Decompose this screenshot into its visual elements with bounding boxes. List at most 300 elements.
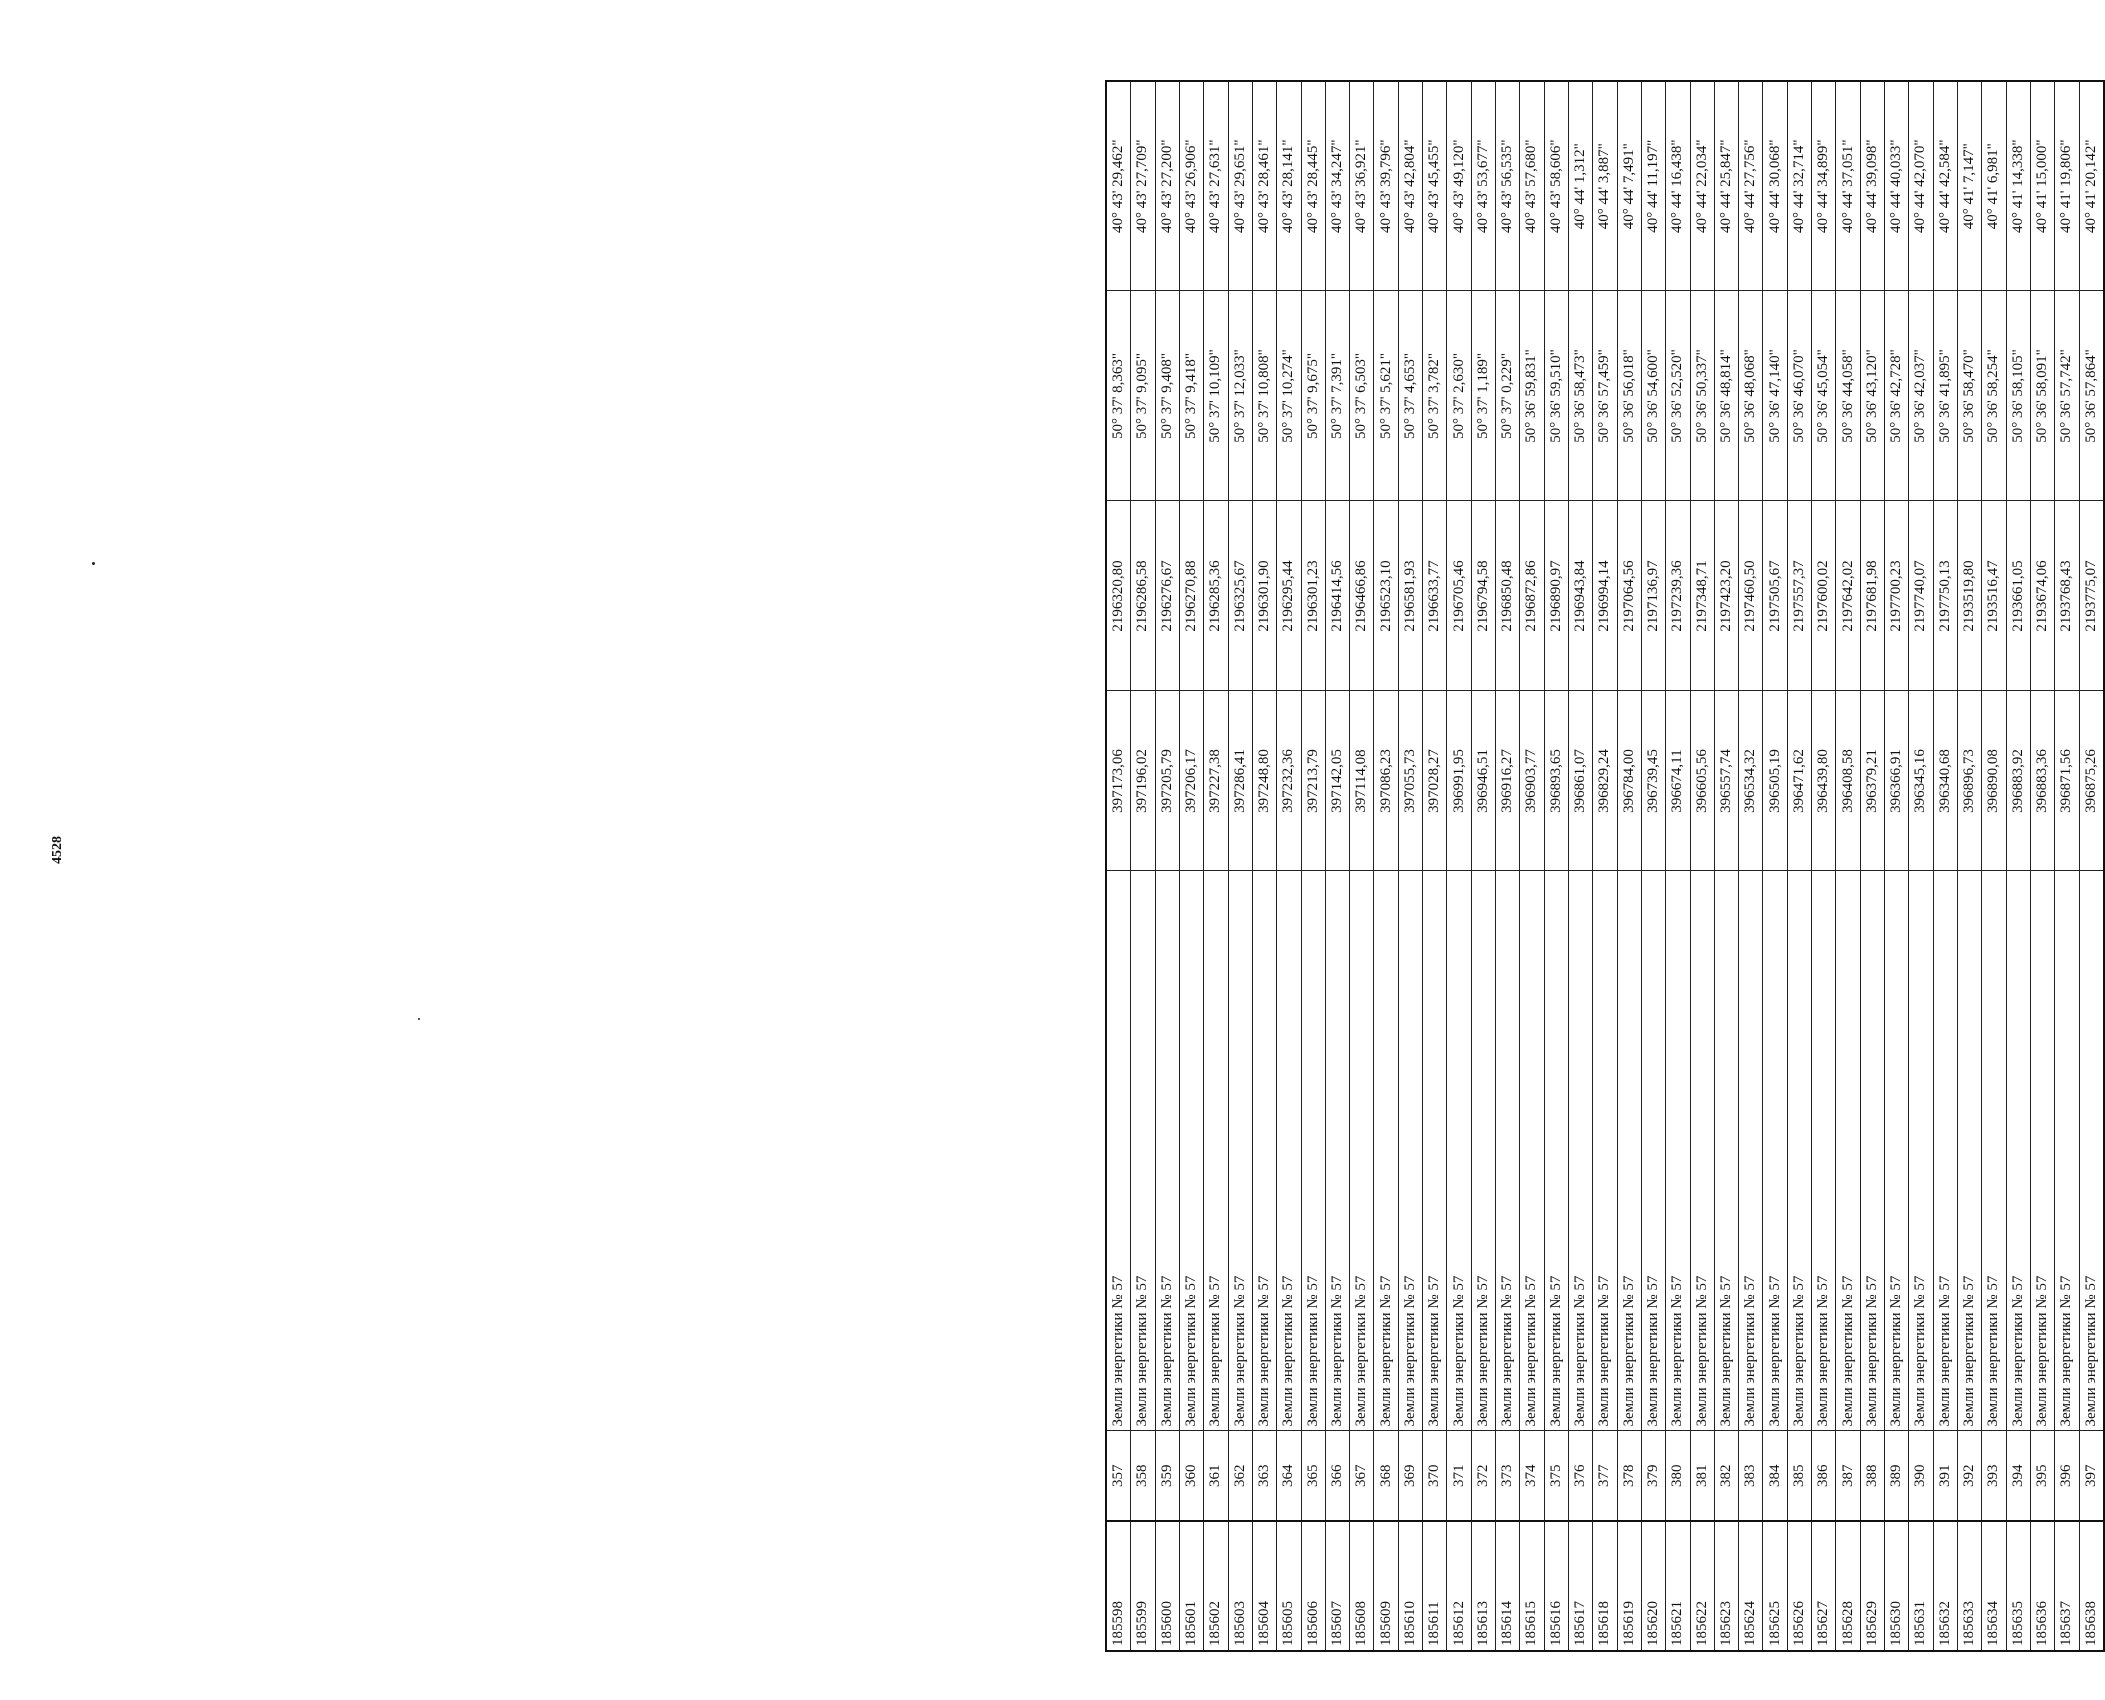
longitude-cell: 40° 44' 1,312" [1568, 81, 1592, 291]
point-id-cell: 185619 [1617, 1521, 1641, 1651]
land-category-cell: Земли энергетики № 57 [2006, 871, 2030, 1431]
land-category-cell: Земли энергетики № 57 [1933, 871, 1957, 1431]
y-coordinate-cell: 2193516,47 [1982, 501, 2006, 691]
point-id-cell: 185624 [1739, 1521, 1763, 1651]
point-id-cell: 185630 [1885, 1521, 1909, 1651]
point-id-cell: 185634 [1982, 1521, 2006, 1651]
table-row [1544, 81, 1568, 1651]
latitude-cell: 50° 36' 58,254" [1982, 291, 2006, 501]
x-coordinate-cell: 396890,08 [1982, 691, 2006, 871]
x-coordinate-cell: 396345,16 [1909, 691, 1933, 871]
longitude-cell: 40° 44' 7,491" [1617, 81, 1641, 291]
point-number-cell: 359 [1155, 1431, 1179, 1521]
point-number-cell: 365 [1301, 1431, 1325, 1521]
latitude-cell: 50° 37' 1,189" [1471, 291, 1495, 501]
point-number-cell: 388 [1860, 1431, 1884, 1521]
land-category-cell: Земли энергетики № 57 [1690, 871, 1714, 1431]
x-coordinate-cell: 397205,79 [1155, 691, 1179, 871]
table-row [1301, 81, 1325, 1651]
x-coordinate-cell: 396379,21 [1860, 691, 1884, 871]
point-id-cell: 185621 [1666, 1521, 1690, 1651]
point-number-cell: 382 [1714, 1431, 1738, 1521]
y-coordinate-cell: 2197740,07 [1909, 501, 1933, 691]
point-number-cell: 381 [1690, 1431, 1714, 1521]
latitude-cell: 50° 37' 5,621" [1374, 291, 1398, 501]
point-id-cell: 185607 [1325, 1521, 1349, 1651]
land-category-cell: Земли энергетики № 57 [1447, 871, 1471, 1431]
latitude-cell: 50° 37' 3,782" [1423, 291, 1447, 501]
table-row [1885, 81, 1909, 1651]
land-category-cell: Земли энергетики № 57 [1836, 871, 1860, 1431]
point-id-cell: 185612 [1447, 1521, 1471, 1651]
point-id-cell: 185603 [1228, 1521, 1252, 1651]
latitude-cell: 50° 36' 57,459" [1593, 291, 1617, 501]
y-coordinate-cell: 2197700,23 [1885, 501, 1909, 691]
x-coordinate-cell: 396534,32 [1739, 691, 1763, 871]
x-coordinate-cell: 397114,08 [1350, 691, 1374, 871]
x-coordinate-cell: 396739,45 [1641, 691, 1665, 871]
point-number-cell: 391 [1933, 1431, 1957, 1521]
table-row [1496, 81, 1520, 1651]
land-category-cell: Земли энергетики № 57 [1301, 871, 1325, 1431]
table-row [1155, 81, 1179, 1651]
x-coordinate-cell: 396871,56 [2055, 691, 2079, 871]
y-coordinate-cell: 2196943,84 [1568, 501, 1592, 691]
latitude-cell: 50° 36' 57,864" [2079, 291, 2104, 501]
point-number-cell: 378 [1617, 1431, 1641, 1521]
table-row [1666, 81, 1690, 1651]
x-coordinate-cell: 397206,17 [1179, 691, 1203, 871]
x-coordinate-cell: 396829,24 [1593, 691, 1617, 871]
x-coordinate-cell: 397232,36 [1277, 691, 1301, 871]
land-category-cell: Земли энергетики № 57 [1374, 871, 1398, 1431]
longitude-cell: 40° 43' 26,906" [1179, 81, 1203, 291]
longitude-cell: 40° 43' 28,445" [1301, 81, 1325, 291]
table-row [1471, 81, 1495, 1651]
land-category-cell: Земли энергетики № 57 [1325, 871, 1349, 1431]
y-coordinate-cell: 2196320,80 [1106, 501, 1131, 691]
point-number-cell: 377 [1593, 1431, 1617, 1521]
y-coordinate-cell: 2196285,36 [1204, 501, 1228, 691]
latitude-cell: 50° 36' 58,473" [1568, 291, 1592, 501]
longitude-cell: 40° 44' 3,887" [1593, 81, 1617, 291]
point-id-cell: 185628 [1836, 1521, 1860, 1651]
table-row [1374, 81, 1398, 1651]
table-row [1982, 81, 2006, 1651]
x-coordinate-cell: 396883,92 [2006, 691, 2030, 871]
table-row [1933, 81, 1957, 1651]
y-coordinate-cell: 2196466,86 [1350, 501, 1374, 691]
longitude-cell: 40° 44' 37,051" [1836, 81, 1860, 291]
land-category-cell: Земли энергетики № 57 [2030, 871, 2054, 1431]
point-number-cell: 362 [1228, 1431, 1252, 1521]
table-row [1520, 81, 1544, 1651]
point-number-cell: 375 [1544, 1431, 1568, 1521]
longitude-cell: 40° 43' 29,462" [1106, 81, 1131, 291]
x-coordinate-cell: 397142,05 [1325, 691, 1349, 871]
land-category-cell: Земли энергетики № 57 [1544, 871, 1568, 1431]
longitude-cell: 40° 43' 53,677" [1471, 81, 1495, 291]
land-category-cell: Земли энергетики № 57 [1957, 871, 1981, 1431]
land-category-cell: Земли энергетики № 57 [1666, 871, 1690, 1431]
table-row [1836, 81, 1860, 1651]
land-category-cell: Земли энергетики № 57 [1277, 871, 1301, 1431]
table-body [1106, 81, 2104, 1651]
longitude-cell: 40° 43' 56,535" [1496, 81, 1520, 291]
longitude-cell: 40° 44' 11,197" [1641, 81, 1665, 291]
scan-speck [418, 1018, 420, 1020]
longitude-cell: 40° 44' 40,033" [1885, 81, 1909, 291]
table-row [1131, 81, 1155, 1651]
latitude-cell: 50° 36' 43,120" [1860, 291, 1884, 501]
latitude-cell: 50° 36' 47,140" [1763, 291, 1787, 501]
land-category-cell: Земли энергетики № 57 [1860, 871, 1884, 1431]
x-coordinate-cell: 396439,80 [1812, 691, 1836, 871]
land-category-cell: Земли энергетики № 57 [1568, 871, 1592, 1431]
point-number-cell: 363 [1252, 1431, 1276, 1521]
latitude-cell: 50° 37' 9,408" [1155, 291, 1179, 501]
point-id-cell: 185598 [1106, 1521, 1131, 1651]
y-coordinate-cell: 2196301,23 [1301, 501, 1325, 691]
point-id-cell: 185601 [1179, 1521, 1203, 1651]
longitude-cell: 40° 43' 29,651" [1228, 81, 1252, 291]
x-coordinate-cell: 396505,19 [1763, 691, 1787, 871]
point-id-cell: 185625 [1763, 1521, 1787, 1651]
x-coordinate-cell: 397213,79 [1301, 691, 1325, 871]
latitude-cell: 50° 37' 7,391" [1325, 291, 1349, 501]
land-category-cell: Земли энергетики № 57 [1982, 871, 2006, 1431]
x-coordinate-cell: 396991,95 [1447, 691, 1471, 871]
table-row [1617, 81, 1641, 1651]
latitude-cell: 50° 36' 56,018" [1617, 291, 1641, 501]
y-coordinate-cell: 2196325,67 [1228, 501, 1252, 691]
longitude-cell: 40° 43' 28,141" [1277, 81, 1301, 291]
table-row [2079, 81, 2104, 1651]
y-coordinate-cell: 2197136,97 [1641, 501, 1665, 691]
point-number-cell: 361 [1204, 1431, 1228, 1521]
point-id-cell: 185620 [1641, 1521, 1665, 1651]
y-coordinate-cell: 2196270,88 [1179, 501, 1203, 691]
x-coordinate-cell: 397055,73 [1398, 691, 1422, 871]
y-coordinate-cell: 2193768,43 [2055, 501, 2079, 691]
longitude-cell: 40° 43' 36,921" [1350, 81, 1374, 291]
point-id-cell: 185604 [1252, 1521, 1276, 1651]
latitude-cell: 50° 36' 58,105" [2006, 291, 2030, 501]
point-id-cell: 185637 [2055, 1521, 2079, 1651]
y-coordinate-cell: 2196890,97 [1544, 501, 1568, 691]
latitude-cell: 50° 36' 52,520" [1666, 291, 1690, 501]
latitude-cell: 50° 37' 0,229" [1496, 291, 1520, 501]
x-coordinate-cell: 396605,56 [1690, 691, 1714, 871]
table-row [1787, 81, 1811, 1651]
land-category-cell: Земли энергетики № 57 [1179, 871, 1203, 1431]
point-id-cell: 185611 [1423, 1521, 1447, 1651]
table-row [1763, 81, 1787, 1651]
x-coordinate-cell: 396340,68 [1933, 691, 1957, 871]
x-coordinate-cell: 397028,27 [1423, 691, 1447, 871]
point-number-cell: 370 [1423, 1431, 1447, 1521]
point-number-cell: 357 [1106, 1431, 1131, 1521]
land-category-cell: Земли энергетики № 57 [1617, 871, 1641, 1431]
x-coordinate-cell: 396883,36 [2030, 691, 2054, 871]
longitude-cell: 40° 44' 34,899" [1812, 81, 1836, 291]
x-coordinate-cell: 397173,06 [1106, 691, 1131, 871]
land-category-cell: Земли энергетики № 57 [1496, 871, 1520, 1431]
table-row [1179, 81, 1203, 1651]
table-row [1423, 81, 1447, 1651]
point-number-cell: 379 [1641, 1431, 1665, 1521]
table-row [2006, 81, 2030, 1651]
land-category-cell: Земли энергетики № 57 [1641, 871, 1665, 1431]
x-coordinate-cell: 397248,80 [1252, 691, 1276, 871]
y-coordinate-cell: 2196301,90 [1252, 501, 1276, 691]
point-id-cell: 185635 [2006, 1521, 2030, 1651]
latitude-cell: 50° 37' 9,418" [1179, 291, 1203, 501]
point-number-cell: 392 [1957, 1431, 1981, 1521]
point-id-cell: 185616 [1544, 1521, 1568, 1651]
longitude-cell: 40° 43' 39,796" [1374, 81, 1398, 291]
point-number-cell: 376 [1568, 1431, 1592, 1521]
latitude-cell: 50° 36' 45,054" [1812, 291, 1836, 501]
longitude-cell: 40° 41' 15,000" [2030, 81, 2054, 291]
point-number-cell: 390 [1909, 1431, 1933, 1521]
point-number-cell: 386 [1812, 1431, 1836, 1521]
longitude-cell: 40° 43' 28,461" [1252, 81, 1276, 291]
longitude-cell: 40° 43' 27,200" [1155, 81, 1179, 291]
y-coordinate-cell: 2193775,07 [2079, 501, 2104, 691]
longitude-cell: 40° 44' 25,847" [1714, 81, 1738, 291]
table-row [1593, 81, 1617, 1651]
land-category-cell: Земли энергетики № 57 [1593, 871, 1617, 1431]
longitude-cell: 40° 44' 30,068" [1763, 81, 1787, 291]
point-id-cell: 185638 [2079, 1521, 2104, 1651]
y-coordinate-cell: 2197600,02 [1812, 501, 1836, 691]
table-row [1447, 81, 1471, 1651]
x-coordinate-cell: 397196,02 [1131, 691, 1155, 871]
y-coordinate-cell: 2196295,44 [1277, 501, 1301, 691]
table-row [1957, 81, 1981, 1651]
longitude-cell: 40° 41' 6,981" [1982, 81, 2006, 291]
coordinates-table [1105, 80, 2105, 1652]
point-id-cell: 185599 [1131, 1521, 1155, 1651]
table-row [1714, 81, 1738, 1651]
latitude-cell: 50° 36' 48,068" [1739, 291, 1763, 501]
point-id-cell: 185610 [1398, 1521, 1422, 1651]
y-coordinate-cell: 2196414,56 [1325, 501, 1349, 691]
land-category-cell: Земли энергетики № 57 [1714, 871, 1738, 1431]
table-row [1860, 81, 1884, 1651]
land-category-cell: Земли энергетики № 57 [1739, 871, 1763, 1431]
longitude-cell: 40° 41' 19,806" [2055, 81, 2079, 291]
y-coordinate-cell: 2193519,80 [1957, 501, 1981, 691]
x-coordinate-cell: 396366,91 [1885, 691, 1909, 871]
y-coordinate-cell: 2197750,13 [1933, 501, 1957, 691]
point-id-cell: 185606 [1301, 1521, 1325, 1651]
point-number-cell: 385 [1787, 1431, 1811, 1521]
point-number-cell: 387 [1836, 1431, 1860, 1521]
latitude-cell: 50° 37' 6,503" [1350, 291, 1374, 501]
land-category-cell: Земли энергетики № 57 [1763, 871, 1787, 1431]
x-coordinate-cell: 397227,38 [1204, 691, 1228, 871]
table-row [1909, 81, 1933, 1651]
y-coordinate-cell: 2197239,36 [1666, 501, 1690, 691]
table-row [2055, 81, 2079, 1651]
point-id-cell: 185636 [2030, 1521, 2054, 1651]
table-row [1325, 81, 1349, 1651]
latitude-cell: 50° 37' 8,363" [1106, 291, 1131, 501]
x-coordinate-cell: 396471,62 [1787, 691, 1811, 871]
point-number-cell: 366 [1325, 1431, 1349, 1521]
point-id-cell: 185602 [1204, 1521, 1228, 1651]
point-id-cell: 185614 [1496, 1521, 1520, 1651]
point-id-cell: 185631 [1909, 1521, 1933, 1651]
longitude-cell: 40° 43' 42,804" [1398, 81, 1422, 291]
y-coordinate-cell: 2197681,98 [1860, 501, 1884, 691]
land-category-cell: Земли энергетики № 57 [1204, 871, 1228, 1431]
y-coordinate-cell: 2196581,93 [1398, 501, 1422, 691]
table-row [1812, 81, 1836, 1651]
point-number-cell: 380 [1666, 1431, 1690, 1521]
x-coordinate-cell: 396896,73 [1957, 691, 1981, 871]
y-coordinate-cell: 2196705,46 [1447, 501, 1471, 691]
y-coordinate-cell: 2196994,14 [1593, 501, 1617, 691]
latitude-cell: 50° 36' 42,728" [1885, 291, 1909, 501]
land-category-cell: Земли энергетики № 57 [2079, 871, 2104, 1431]
x-coordinate-cell: 396893,65 [1544, 691, 1568, 871]
y-coordinate-cell: 2196794,58 [1471, 501, 1495, 691]
longitude-cell: 40° 44' 42,584" [1933, 81, 1957, 291]
point-number-cell: 368 [1374, 1431, 1398, 1521]
y-coordinate-cell: 2196850,48 [1496, 501, 1520, 691]
y-coordinate-cell: 2197557,37 [1787, 501, 1811, 691]
point-number-cell: 358 [1131, 1431, 1155, 1521]
table-row [1228, 81, 1252, 1651]
x-coordinate-cell: 396861,07 [1568, 691, 1592, 871]
land-category-cell: Земли энергетики № 57 [1398, 871, 1422, 1431]
longitude-cell: 40° 44' 27,756" [1739, 81, 1763, 291]
table-row [1398, 81, 1422, 1651]
point-id-cell: 185623 [1714, 1521, 1738, 1651]
land-category-cell: Земли энергетики № 57 [1423, 871, 1447, 1431]
point-number-cell: 369 [1398, 1431, 1422, 1521]
point-number-cell: 396 [2055, 1431, 2079, 1521]
scan-speck [92, 562, 95, 565]
latitude-cell: 50° 37' 2,630" [1447, 291, 1471, 501]
latitude-cell: 50° 36' 44,058" [1836, 291, 1860, 501]
x-coordinate-cell: 397086,23 [1374, 691, 1398, 871]
longitude-cell: 40° 44' 16,438" [1666, 81, 1690, 291]
page-number: 4528 [50, 836, 65, 864]
y-coordinate-cell: 2197423,20 [1714, 501, 1738, 691]
land-category-cell: Земли энергетики № 57 [1228, 871, 1252, 1431]
table-row [1252, 81, 1276, 1651]
longitude-cell: 40° 41' 20,142" [2079, 81, 2104, 291]
y-coordinate-cell: 2197642,02 [1836, 501, 1860, 691]
point-id-cell: 185613 [1471, 1521, 1495, 1651]
table-row [1690, 81, 1714, 1651]
land-category-cell: Земли энергетики № 57 [1350, 871, 1374, 1431]
land-category-cell: Земли энергетики № 57 [1787, 871, 1811, 1431]
land-category-cell: Земли энергетики № 57 [1520, 871, 1544, 1431]
point-id-cell: 185627 [1812, 1521, 1836, 1651]
land-category-cell: Земли энергетики № 57 [1106, 871, 1131, 1431]
latitude-cell: 50° 36' 46,070" [1787, 291, 1811, 501]
table-row [1350, 81, 1374, 1651]
land-category-cell: Земли энергетики № 57 [1885, 871, 1909, 1431]
point-id-cell: 185609 [1374, 1521, 1398, 1651]
point-number-cell: 393 [1982, 1431, 2006, 1521]
latitude-cell: 50° 37' 10,808" [1252, 291, 1276, 501]
x-coordinate-cell: 396875,26 [2079, 691, 2104, 871]
table-row [1568, 81, 1592, 1651]
point-number-cell: 372 [1471, 1431, 1495, 1521]
longitude-cell: 40° 43' 57,680" [1520, 81, 1544, 291]
longitude-cell: 40° 44' 22,034" [1690, 81, 1714, 291]
point-number-cell: 395 [2030, 1431, 2054, 1521]
y-coordinate-cell: 2193661,05 [2006, 501, 2030, 691]
x-coordinate-cell: 396903,77 [1520, 691, 1544, 871]
latitude-cell: 50° 36' 59,831" [1520, 291, 1544, 501]
latitude-cell: 50° 36' 41,895" [1933, 291, 1957, 501]
x-coordinate-cell: 397286,41 [1228, 691, 1252, 871]
point-number-cell: 389 [1885, 1431, 1909, 1521]
land-category-cell: Земли энергетики № 57 [1812, 871, 1836, 1431]
longitude-cell: 40° 43' 27,709" [1131, 81, 1155, 291]
y-coordinate-cell: 2197505,67 [1763, 501, 1787, 691]
land-category-cell: Земли энергетики № 57 [1252, 871, 1276, 1431]
point-number-cell: 373 [1496, 1431, 1520, 1521]
y-coordinate-cell: 2197064,56 [1617, 501, 1641, 691]
latitude-cell: 50° 36' 42,037" [1909, 291, 1933, 501]
y-coordinate-cell: 2196872,86 [1520, 501, 1544, 691]
longitude-cell: 40° 44' 42,070" [1909, 81, 1933, 291]
x-coordinate-cell: 396674,11 [1666, 691, 1690, 871]
point-number-cell: 384 [1763, 1431, 1787, 1521]
latitude-cell: 50° 36' 54,600" [1641, 291, 1665, 501]
point-id-cell: 185622 [1690, 1521, 1714, 1651]
longitude-cell: 40° 43' 45,455" [1423, 81, 1447, 291]
latitude-cell: 50° 37' 12,033" [1228, 291, 1252, 501]
point-id-cell: 185617 [1568, 1521, 1592, 1651]
latitude-cell: 50° 37' 10,109" [1204, 291, 1228, 501]
table-row [1106, 81, 1131, 1651]
point-id-cell: 185605 [1277, 1521, 1301, 1651]
point-number-cell: 360 [1179, 1431, 1203, 1521]
x-coordinate-cell: 396946,51 [1471, 691, 1495, 871]
longitude-cell: 40° 43' 34,247" [1325, 81, 1349, 291]
table-row [1204, 81, 1228, 1651]
longitude-cell: 40° 41' 7,147" [1957, 81, 1981, 291]
longitude-cell: 40° 43' 27,631" [1204, 81, 1228, 291]
point-id-cell: 185633 [1957, 1521, 1981, 1651]
y-coordinate-cell: 2196276,67 [1155, 501, 1179, 691]
latitude-cell: 50° 37' 10,274" [1277, 291, 1301, 501]
point-number-cell: 374 [1520, 1431, 1544, 1521]
longitude-cell: 40° 44' 39,098" [1860, 81, 1884, 291]
point-id-cell: 185615 [1520, 1521, 1544, 1651]
rotated-table-wrapper [1105, 82, 2105, 1652]
y-coordinate-cell: 2196523,10 [1374, 501, 1398, 691]
latitude-cell: 50° 36' 48,814" [1714, 291, 1738, 501]
table-row [1739, 81, 1763, 1651]
point-number-cell: 364 [1277, 1431, 1301, 1521]
longitude-cell: 40° 43' 49,120" [1447, 81, 1471, 291]
x-coordinate-cell: 396916,27 [1496, 691, 1520, 871]
point-number-cell: 397 [2079, 1431, 2104, 1521]
latitude-cell: 50° 36' 58,470" [1957, 291, 1981, 501]
y-coordinate-cell: 2197348,71 [1690, 501, 1714, 691]
land-category-cell: Земли энергетики № 57 [1155, 871, 1179, 1431]
